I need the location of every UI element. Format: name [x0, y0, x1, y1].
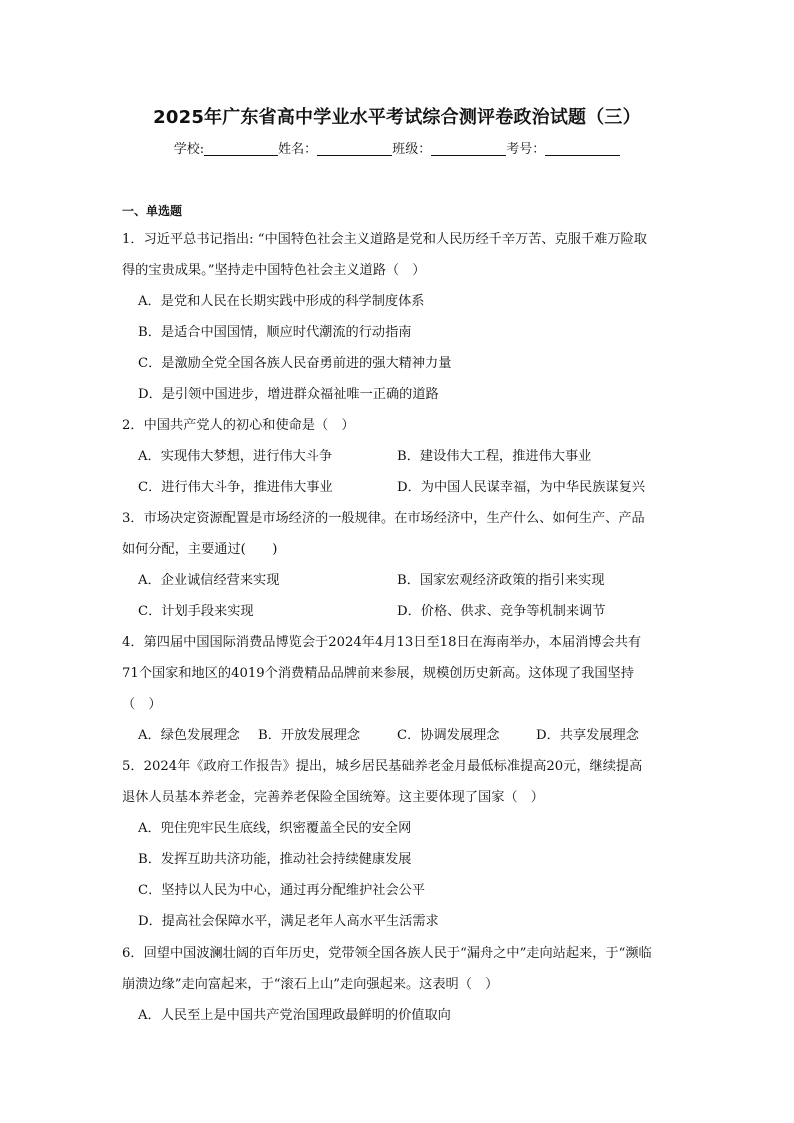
option-row: [122, 441, 682, 472]
option-b: B．是适合中国国情，顺应时代潮流的行动指南: [138, 325, 412, 340]
question-stem-line: 4．第四届中国国际消费品博览会于2024年4月13日至18日在海南举办，本届消博会共有: [122, 635, 642, 650]
id-label: 考号：: [506, 142, 546, 157]
question-6: [122, 938, 682, 1031]
option-b: B．建设伟大工程，推进伟大事业: [397, 449, 592, 464]
question-stem-line: 6．回望中国波澜壮阔的百年历史，党带领全国各族人民于“漏舟之中”走向站起来，于“濒临: [122, 946, 652, 961]
page-title: 2025年广东省高中学业水平考试综合测评卷政治试题（三）: [153, 107, 641, 128]
option-b: B．开放发展理念: [258, 728, 361, 743]
class-label: 班级：: [392, 142, 432, 157]
question-stem-line: 2．中国共产党人的初心和使命是（ ）: [122, 418, 355, 433]
question-stem-line: 退休人员基本养老金，完善养老保险全国统筹。这主要体现了国家（ ）: [122, 790, 544, 805]
option-row: [122, 596, 682, 627]
question-5: [122, 751, 682, 937]
option-d: D．共享发展理念: [536, 728, 639, 743]
option-d: D．是引领中国进步，增进群众福祉唯一正确的道路: [138, 387, 439, 402]
school-label: 学校:: [173, 142, 205, 157]
question-stem-line: （ ）: [122, 697, 162, 712]
student-info-line: [0, 138, 794, 157]
question-stem-line: 得的宝贵成果。”坚持走中国特色社会主义道路（ ）: [122, 263, 426, 278]
question-stem-line: 3．市场决定资源配置是市场经济的一般规律。在市场经济中，生产什么、如何生产、产品: [122, 511, 645, 526]
question-1: [122, 224, 682, 410]
option-a: A．实现伟大梦想，进行伟大斗争: [138, 449, 333, 464]
option-row: [122, 472, 682, 503]
question-stem-line: 5．2024年《政府工作报告》提出，城乡居民基础养老金月最低标准提高20元，继续提高: [122, 759, 643, 774]
option-c: C．计划手段来实现: [138, 604, 254, 619]
question-4: [122, 627, 682, 751]
question-stem-line: 如何分配，主要通过( ): [122, 542, 278, 557]
option-c: C．进行伟大斗争，推进伟大事业: [138, 480, 333, 495]
id-blank: [545, 141, 620, 156]
option-b: B．发挥互助共济功能，推动社会持续健康发展: [138, 852, 412, 867]
question-2: [122, 410, 682, 503]
option-a: A．企业诚信经营来实现: [138, 573, 280, 588]
name-label: 姓名：: [278, 142, 318, 157]
name-field: [278, 138, 392, 157]
id-field: [506, 138, 620, 157]
option-a: A．是党和人民在长期实践中形成的科学制度体系: [138, 294, 425, 309]
option-c: C．坚持以人民为中心，通过再分配维护社会公平: [138, 883, 426, 898]
option-b: B．国家宏观经济政策的指引来实现: [397, 573, 605, 588]
option-d: D．价格、供求、竞争等机制来调节: [397, 604, 606, 619]
section-heading: 一、单选题: [122, 204, 183, 218]
question-stem-line: 71个国家和地区的4019个消费精品品牌前来参展，规模创历史新高。这体现了我国坚持: [122, 666, 634, 681]
option-c: C．协调发展理念: [397, 728, 500, 743]
option-a: A．人民至上是中国共产党治国理政最鲜明的价值取向: [138, 1008, 451, 1023]
option-a: A．绿色发展理念: [138, 728, 240, 743]
option-a: A．兜住兜牢民生底线，织密覆盖全民的安全网: [138, 821, 412, 836]
option-d: D．提高社会保障水平，满足老年人高水平生活需求: [138, 914, 439, 929]
question-3: [122, 503, 682, 627]
class-field: [392, 138, 506, 157]
school-blank: [204, 141, 278, 156]
option-row: [122, 565, 682, 596]
option-row: [122, 720, 682, 751]
name-blank: [317, 141, 392, 156]
school-field: [174, 138, 278, 157]
option-c: C．是激励全党全国各族人民奋勇前进的强大精神力量: [138, 356, 452, 371]
question-stem-line: 1．习近平总书记指出: “中国特色社会主义道路是党和人民历经千辛万苦、克服千难万险取: [122, 232, 647, 247]
option-d: D．为中国人民谋幸福，为中华民族谋复兴: [397, 480, 645, 495]
class-blank: [431, 141, 506, 156]
question-stem-line: 崩溃边缘”走向富起来，于“滚石上山”走向强起来。这表明（ ）: [122, 977, 499, 992]
